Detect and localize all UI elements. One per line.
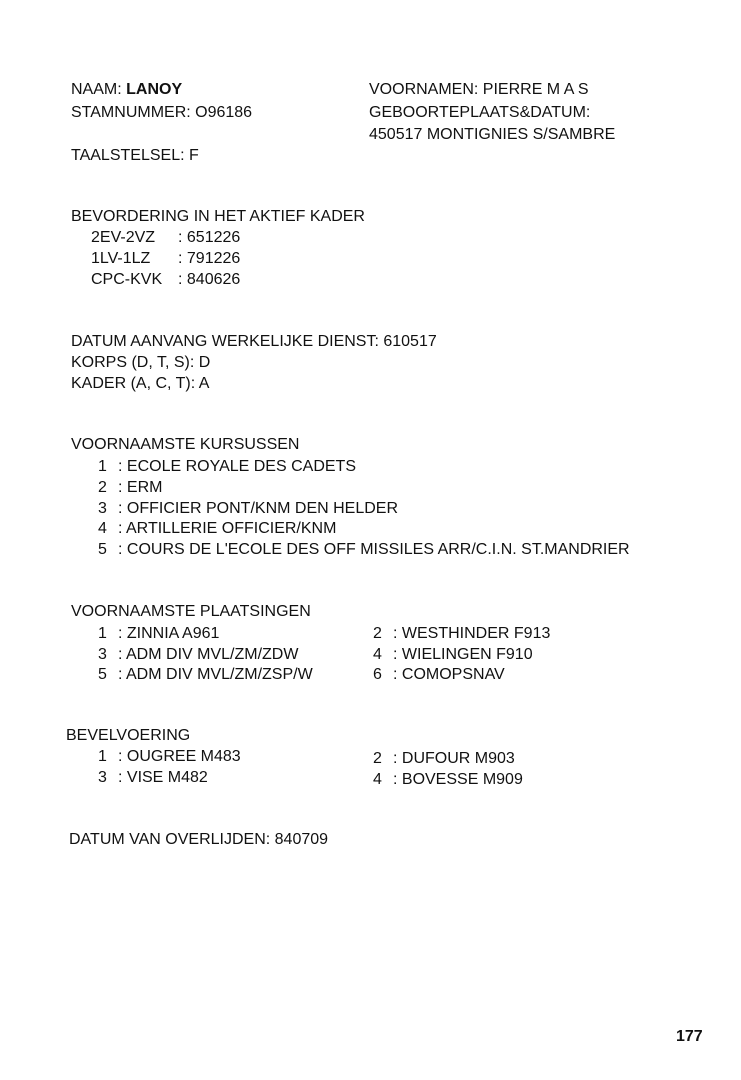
plaatsing-text: : WESTHINDER F913 <box>393 625 551 642</box>
stamnummer: STAMNUMMER: O96186 <box>71 104 253 121</box>
naam-label: NAAM: <box>71 81 122 98</box>
bevel-num: 1 <box>98 748 107 765</box>
plaatsing-num: 1 <box>98 625 107 642</box>
bevordering-date: : 651226 <box>178 229 241 246</box>
plaatsing-text: : COMOPSNAV <box>393 666 505 683</box>
plaatsing-num: 4 <box>373 646 382 663</box>
voornamen: VOORNAMEN: PIERRE M A S <box>369 81 589 98</box>
plaatsing-text: : WIELINGEN F910 <box>393 646 533 663</box>
bevordering-rank: CPC-KVK <box>91 271 163 288</box>
plaatsing-num: 5 <box>98 666 107 683</box>
plaatsing-num: 6 <box>373 666 382 683</box>
overlijden: DATUM VAN OVERLIJDEN: 840709 <box>69 831 329 848</box>
plaatsing-text: : ZINNIA A961 <box>118 625 220 642</box>
kursus-text: : COURS DE L'ECOLE DES OFF MISSILES ARR/C.I.N. ST.MANDRIER <box>118 541 630 558</box>
geboorte-label: GEBOORTEPLAATS&DATUM: <box>369 104 591 121</box>
bevordering-rank: 2EV-2VZ <box>91 229 156 246</box>
bevel-num: 4 <box>373 771 382 788</box>
plaatsing-text: : ADM DIV MVL/ZM/ZSP/W <box>118 666 313 683</box>
plaatsingen-title: VOORNAAMSTE PLAATSINGEN <box>71 603 311 620</box>
plaatsing-num: 3 <box>98 646 107 663</box>
kursus-text: : OFFICIER PONT/KNM DEN HELDER <box>118 500 399 517</box>
taalstelsel: TAALSTELSEL: F <box>71 147 199 164</box>
bevordering-date: : 791226 <box>178 250 241 267</box>
kursus-num: 2 <box>98 479 107 496</box>
bevelvoering-title: BEVELVOERING <box>66 727 191 744</box>
bevel-text: : DUFOUR M903 <box>393 750 515 767</box>
geboorte-value: 450517 MONTIGNIES S/SAMBRE <box>369 126 616 143</box>
korps: KORPS (D, T, S): D <box>71 354 211 371</box>
bevordering-date: : 840626 <box>178 271 241 288</box>
bevordering-title: BEVORDERING IN HET AKTIEF KADER <box>71 208 365 225</box>
bevel-text: : BOVESSE M909 <box>393 771 523 788</box>
aanvang-dienst: DATUM AANVANG WERKELIJKE DIENST: 610517 <box>71 333 437 350</box>
plaatsing-text: : ADM DIV MVL/ZM/ZDW <box>118 646 299 663</box>
naam-line <box>71 80 182 100</box>
naam-value: LANOY <box>126 81 183 98</box>
bevel-text: : VISE M482 <box>118 769 208 786</box>
page-number: 177 <box>676 1028 703 1045</box>
bevel-num: 2 <box>373 750 382 767</box>
kursus-num: 3 <box>98 500 107 517</box>
bevel-text: : OUGREE M483 <box>118 748 241 765</box>
bevordering-rank: 1LV-1LZ <box>91 250 151 267</box>
plaatsing-num: 2 <box>373 625 382 642</box>
kursus-text: : ERM <box>118 479 163 496</box>
kursus-num: 1 <box>98 458 107 475</box>
kursus-num: 5 <box>98 541 107 558</box>
kursus-text: : ARTILLERIE OFFICIER/KNM <box>118 520 337 537</box>
bevel-num: 3 <box>98 769 107 786</box>
kursussen-title: VOORNAAMSTE KURSUSSEN <box>71 436 300 453</box>
kursus-text: : ECOLE ROYALE DES CADETS <box>118 458 356 475</box>
kader: KADER (A, C, T): A <box>71 375 210 392</box>
kursus-num: 4 <box>98 520 107 537</box>
